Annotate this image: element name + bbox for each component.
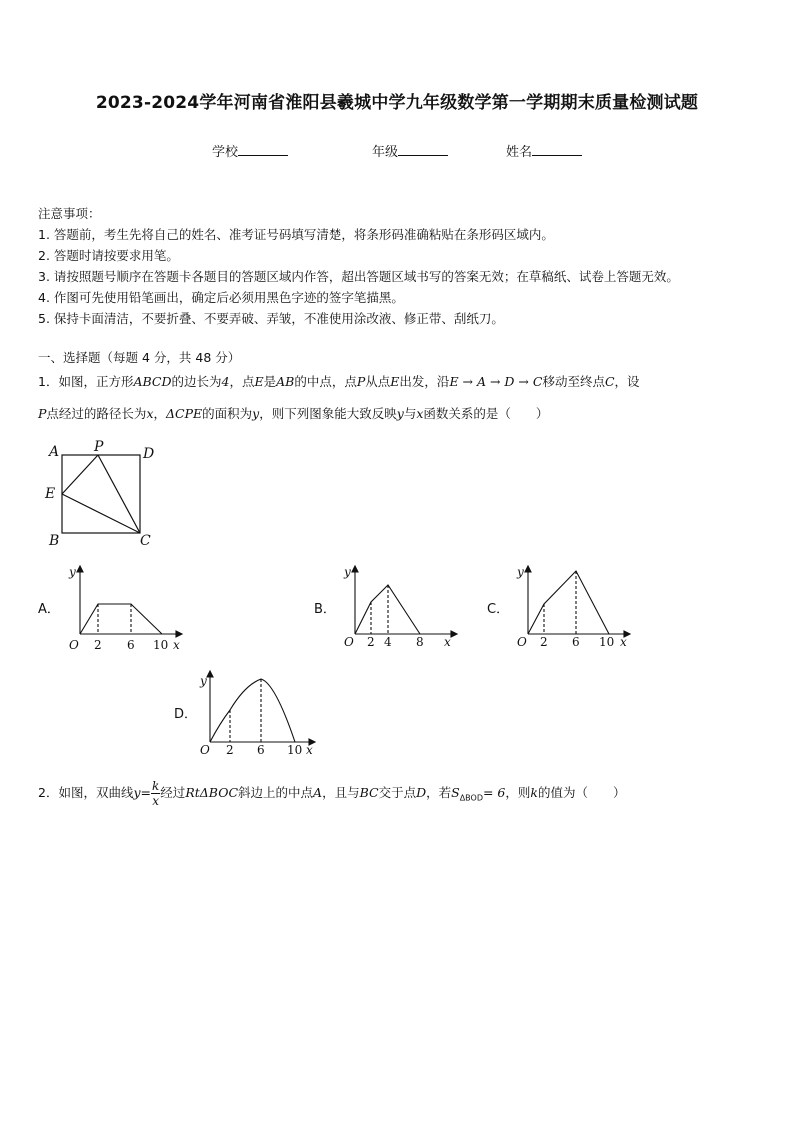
note-item: 4. 作图可先使用铅笔画出，确定后必须用黑色字迹的签字笔描黑。 <box>38 290 404 305</box>
note-item: 1. 答题前，考生先将自己的姓名、准考证号码填写清楚，将条形码准确粘贴在条形码区域内。 <box>38 227 554 242</box>
y-label: y <box>344 565 351 579</box>
tick-label: 6 <box>572 635 580 649</box>
x-axis-arrow <box>451 631 457 637</box>
option-a-label[interactable]: A． <box>38 602 60 617</box>
y-label: y <box>517 565 524 579</box>
curve <box>210 679 295 742</box>
origin-label: O <box>69 638 79 652</box>
option-c-graph[interactable] <box>508 562 638 657</box>
tick-label: 10 <box>287 743 303 757</box>
name-field[interactable]: 姓名 <box>506 141 582 160</box>
origin-label: O <box>344 635 354 649</box>
tick-label: 6 <box>127 638 135 652</box>
curve <box>528 571 609 634</box>
note-item: 2. 答题时请按要求用笔。 <box>38 248 179 263</box>
label-p: P <box>94 440 104 455</box>
option-b-graph[interactable] <box>335 562 465 657</box>
option-d-label[interactable]: D． <box>174 707 198 722</box>
label-d: D <box>143 446 155 462</box>
label-e: E <box>45 486 56 502</box>
y-axis-arrow <box>77 566 83 572</box>
grade-field[interactable]: 年级 <box>372 141 448 160</box>
label-b: B <box>49 533 60 549</box>
segment-pc <box>98 455 140 533</box>
option-b-label[interactable]: B． <box>314 602 336 617</box>
tick-label: 4 <box>384 635 392 649</box>
y-label: y <box>200 674 207 688</box>
tick-label: 2 <box>540 635 548 649</box>
square-figure <box>40 440 170 555</box>
curve <box>80 604 162 634</box>
question-1-line-1: 1．如图，正方形ABCD的边长为4，点E是AB的中点，点P从点E出发，沿E → A → D → C移动至终点C，设 <box>38 374 640 389</box>
tick-label: 2 <box>94 638 102 652</box>
x-axis-arrow <box>176 631 182 637</box>
option-d-graph[interactable] <box>195 665 325 760</box>
x-label: x <box>620 635 627 649</box>
origin-label: O <box>517 635 527 649</box>
tick-label: 2 <box>367 635 375 649</box>
question-1-line-2: P点经过的路径长为x，ΔCPE的面积为y，则下列图象能大致反映y与x函数关系的是（ ） <box>38 406 549 421</box>
note-item: 3. 请按照题号顺序在答题卡各题目的答题区域内作答，超出答题区域书写的答案无效；在草稿纸、试卷上答题无效。 <box>38 269 679 284</box>
tick-label: 8 <box>416 635 424 649</box>
y-axis-arrow <box>207 671 213 677</box>
question-2: 2．如图，双曲线y= $\frac{k}{x}$ 经过RtΔBOC斜边上的中点A，且与BC交于点D，若$S_{\Delta BOD}= 6$，则k的值为（ ） <box>38 779 626 808</box>
section-heading: 一、选择题（每题 4 分，共 48 分） <box>38 350 241 365</box>
segment-ec <box>62 494 140 533</box>
label-c: C <box>140 533 151 549</box>
notes-block <box>38 203 679 329</box>
y-axis-arrow <box>352 566 358 572</box>
x-label: x <box>173 638 180 652</box>
note-item: 5. 保持卡面清洁，不要折叠、不要弄破、弄皱，不准使用涂改液、修正带、刮纸刀。 <box>38 311 504 326</box>
option-a-graph[interactable] <box>60 562 190 657</box>
tick-label: 6 <box>257 743 265 757</box>
tick-label: 2 <box>226 743 234 757</box>
x-label: x <box>444 635 451 649</box>
tick-label: 10 <box>599 635 615 649</box>
segment-ep <box>62 455 98 494</box>
y-label: y <box>69 565 76 579</box>
tick-label: 10 <box>153 638 169 652</box>
origin-label: O <box>200 743 210 757</box>
square-abcd <box>62 455 140 533</box>
page-title: 2023-2024学年河南省淮阳县羲城中学九年级数学第一学期期末质量检测试题 <box>95 93 699 113</box>
school-field[interactable]: 学校 <box>212 141 288 160</box>
x-label: x <box>306 743 313 757</box>
option-c-label[interactable]: C． <box>487 602 510 617</box>
fraction-k-over-x: $\frac{k}{x}$ <box>152 779 160 808</box>
y-axis-arrow <box>525 566 531 572</box>
notes-heading: 注意事项： <box>38 206 101 221</box>
label-a: A <box>49 444 60 460</box>
